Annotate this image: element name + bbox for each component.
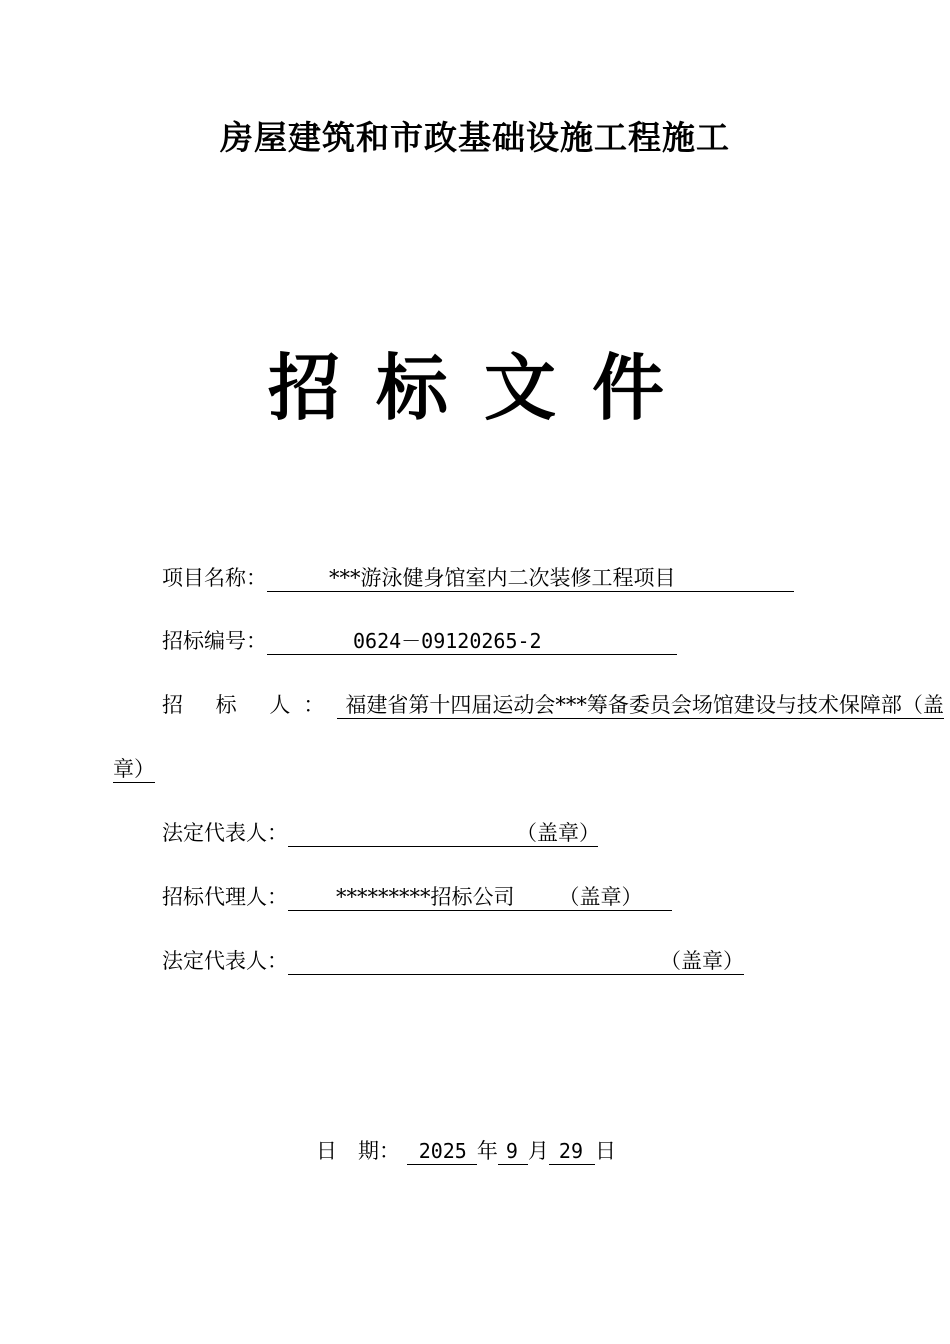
legal-representative-row [162,819,598,847]
tenderer-value-continued: 章） [113,757,155,781]
date-day: 29 [549,1138,595,1165]
legal-representative-2-row [162,947,744,975]
tender-agent-seal: （盖章） [558,885,643,909]
date-day-unit: 日 [595,1139,616,1163]
legal-representative-label: 法定代表人： [162,821,288,845]
project-name-label: 项目名称： [162,566,267,590]
legal-representative-2-seal: （盖章） [288,948,744,975]
project-name-value: ***游泳健身馆室内二次装修工程项目 [267,565,794,592]
tenderer-row-continued [113,755,155,783]
document-title: 招标文件 [267,346,700,430]
tenderer-value: 福建省第十四届运动会***筹备委员会场馆建设与技术保障部（盖 [337,692,944,719]
tender-agent-line [288,884,672,911]
bid-number-label: 招标编号： [162,629,267,653]
project-name-row [162,564,794,592]
legal-representative-seal: （盖章） [288,820,598,847]
tenderer-row [162,691,944,719]
date-month: 9 [498,1138,528,1165]
date-row [316,1137,616,1165]
date-month-unit: 月 [527,1139,549,1163]
date-year: 2025 [407,1138,477,1165]
date-year-unit: 年 [476,1139,498,1163]
tenderer-label: 招 标 人： [162,693,338,717]
tender-agent-row [162,883,672,911]
tender-agent-value: *********招标公司 [336,885,515,909]
bid-number-row [162,627,677,655]
date-label: 日 期： [316,1139,400,1163]
legal-representative-2-label: 法定代表人： [162,949,288,973]
bid-number-value: 0624－09120265-2 [267,628,677,655]
tender-agent-label: 招标代理人： [162,885,288,909]
document-subtitle: 房屋建筑和市政基础设施工程施工 [220,118,730,157]
